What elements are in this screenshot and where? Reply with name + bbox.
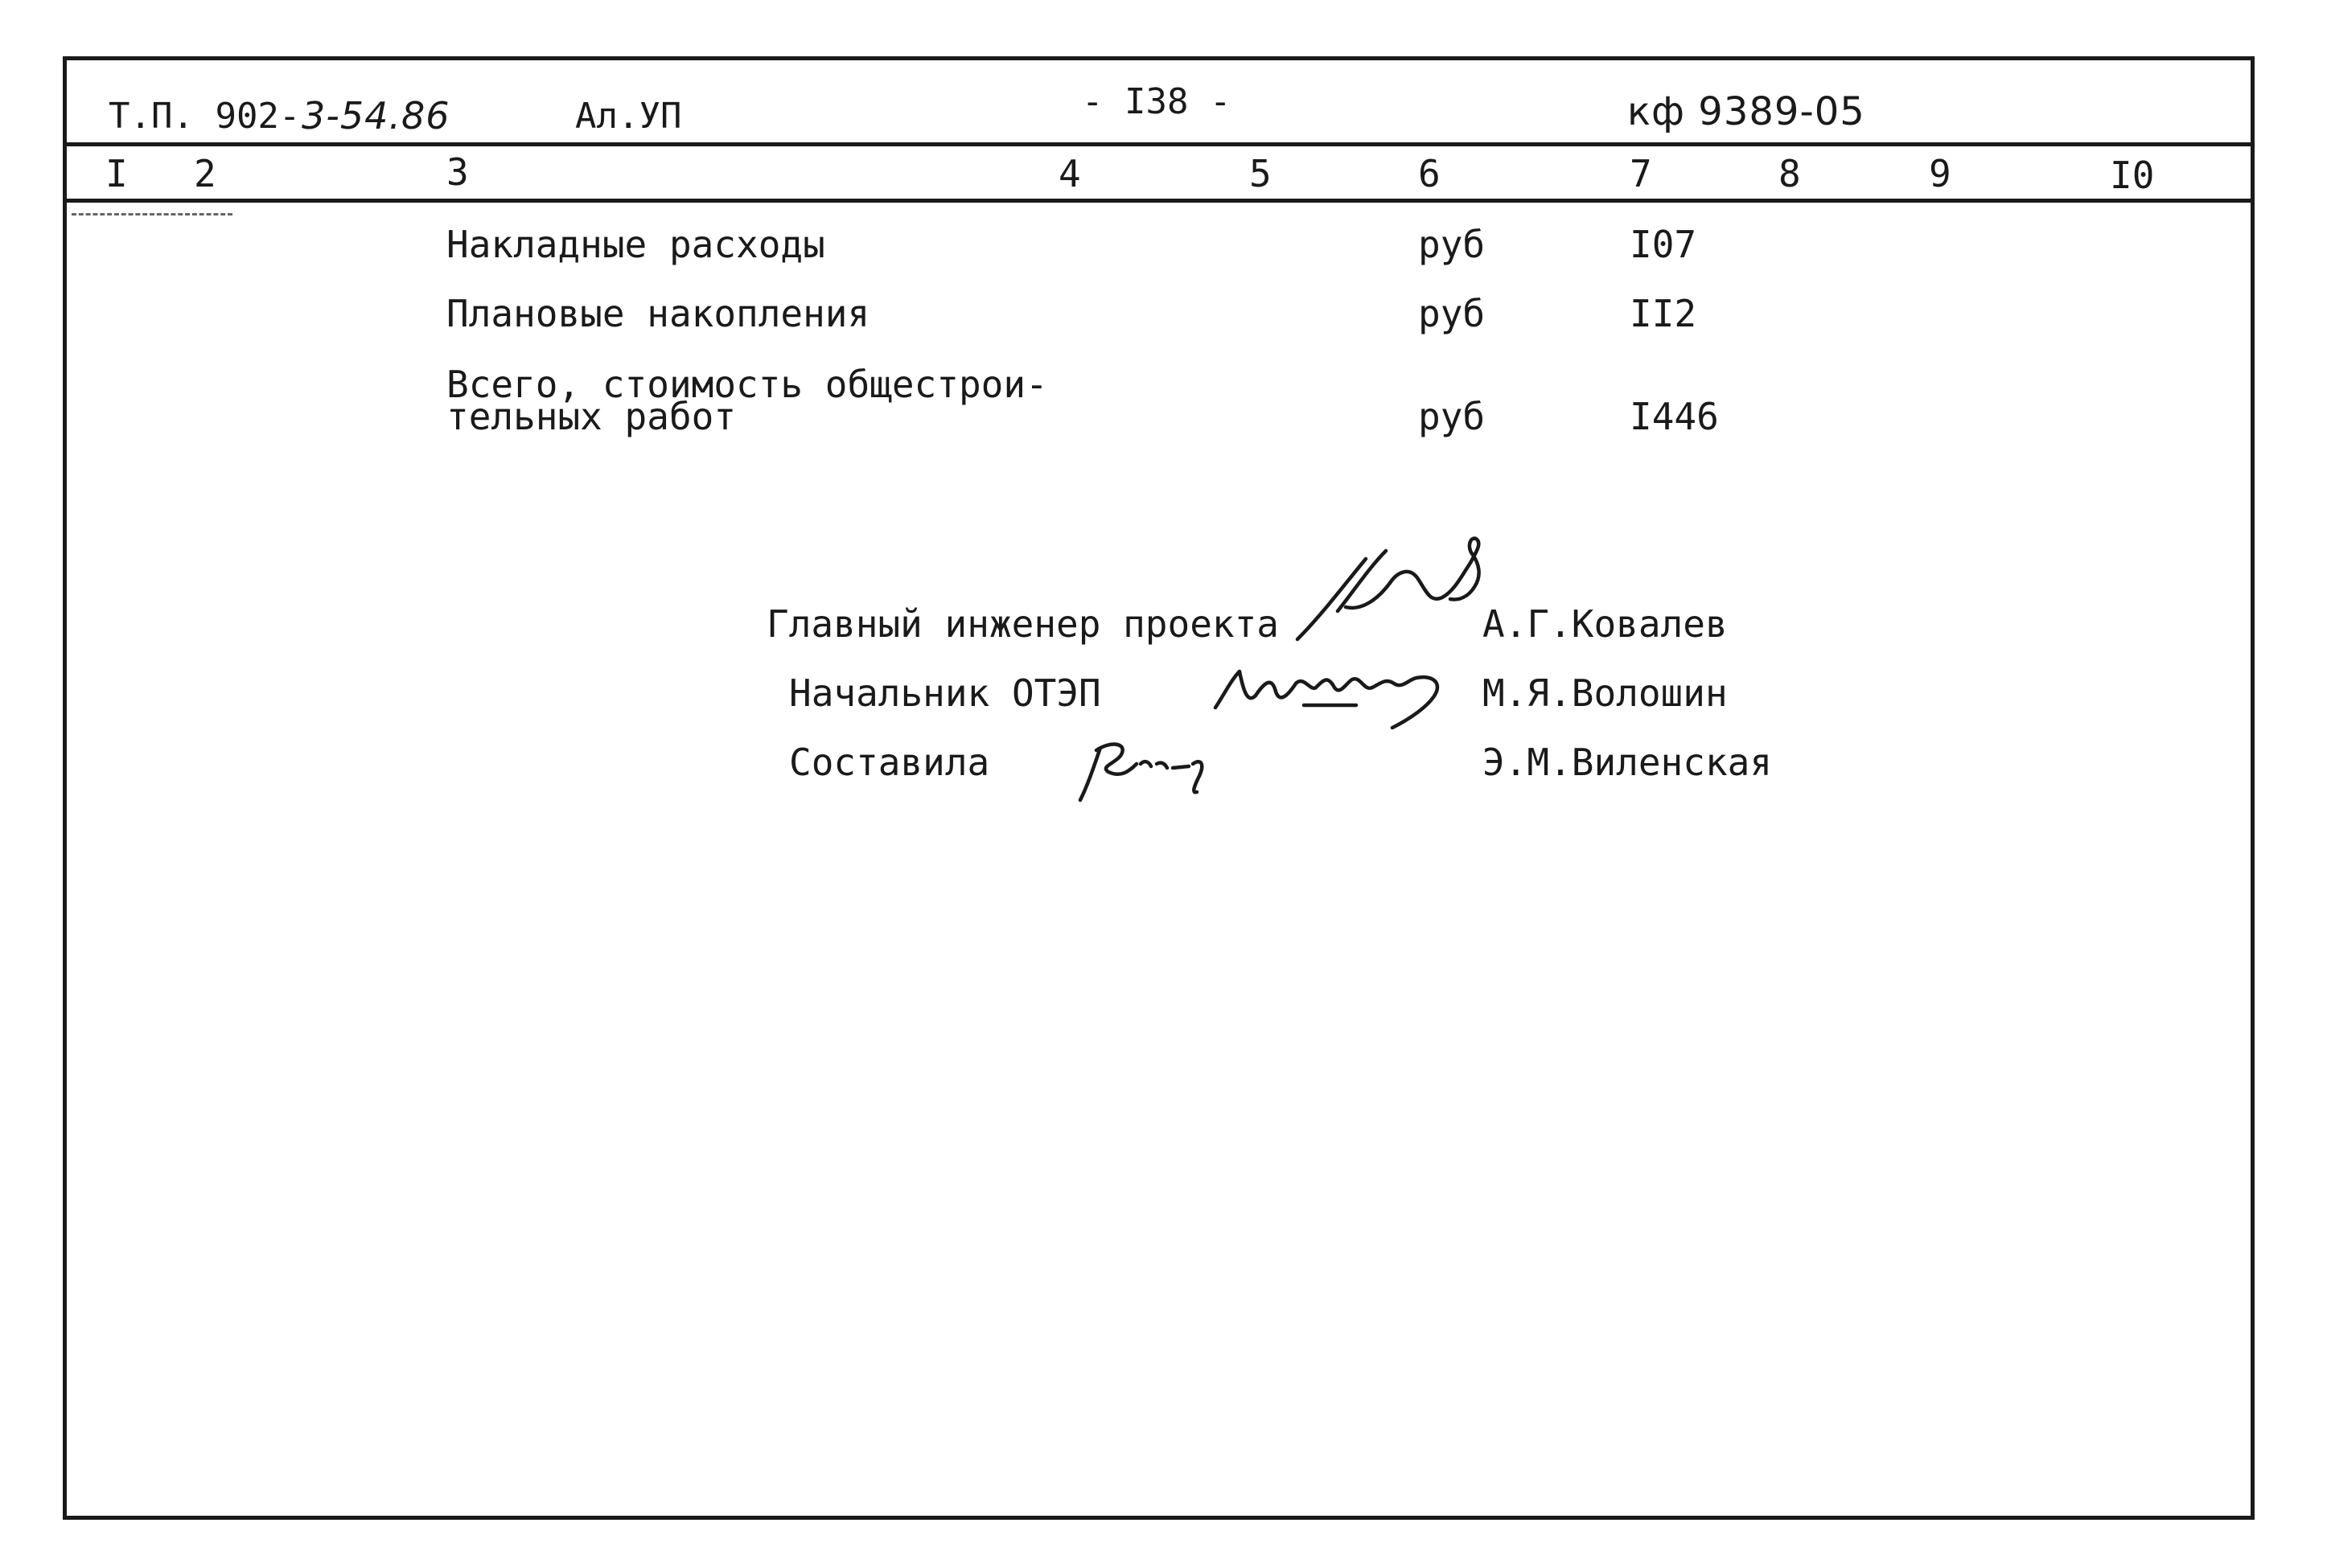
column-number-2: 2 — [194, 152, 216, 195]
signature-person-chief-engineer: А.Г.Ковалев — [1482, 602, 1728, 646]
document-sheet — [63, 56, 2255, 1520]
dotted-mark — [72, 213, 232, 215]
page-number: - I38 - — [1082, 81, 1231, 122]
row-name-planned-savings: Плановые накопления — [446, 292, 870, 335]
row-name-total-line1: Всего, стоимость общестрои- — [446, 363, 1048, 406]
row-value-total: I446 — [1630, 395, 1719, 438]
handwritten-signature-head-oteap — [1207, 647, 1473, 736]
row-unit-overhead: руб — [1418, 223, 1486, 266]
column-number-3: 3 — [446, 150, 469, 194]
signature-role-head-oteap: Начальник ОТЭП — [789, 671, 1101, 715]
row-name-overhead: Накладные расходы — [446, 223, 825, 266]
column-number-6: 6 — [1418, 152, 1441, 195]
signature-person-head-oteap: М.Я.Волошин — [1482, 671, 1728, 715]
album-label: Ал.УП — [575, 96, 682, 137]
document-code: кф 9389-05 — [1627, 89, 1865, 134]
column-number-9: 9 — [1929, 152, 1951, 195]
column-number-1: I — [105, 152, 128, 195]
header-divider — [67, 142, 2251, 146]
row-name-total-line2: тельных работ — [446, 395, 737, 438]
tp-number-prefix: Т.П. 902- — [109, 96, 301, 137]
row-value-overhead: I07 — [1630, 223, 1697, 266]
row-value-planned-savings: II2 — [1630, 292, 1697, 335]
column-number-7: 7 — [1630, 152, 1652, 195]
row-unit-planned-savings: руб — [1418, 292, 1486, 335]
signature-person-compiler: Э.М.Виленская — [1482, 741, 1773, 784]
column-number-5: 5 — [1249, 152, 1272, 195]
tp-number-handwritten: 3-54.86 — [302, 94, 450, 138]
signature-role-chief-engineer: Главный инженер проекта — [767, 602, 1279, 646]
column-number-4: 4 — [1059, 152, 1081, 195]
handwritten-signature-chief-engineer — [1289, 535, 1499, 647]
signature-role-compiler: Составила — [789, 741, 990, 784]
column-header-divider — [67, 199, 2251, 203]
column-number-10: I0 — [2110, 154, 2155, 197]
column-number-8: 8 — [1778, 152, 1801, 195]
row-unit-total: руб — [1418, 395, 1486, 438]
handwritten-signature-compiler — [1064, 728, 1249, 808]
